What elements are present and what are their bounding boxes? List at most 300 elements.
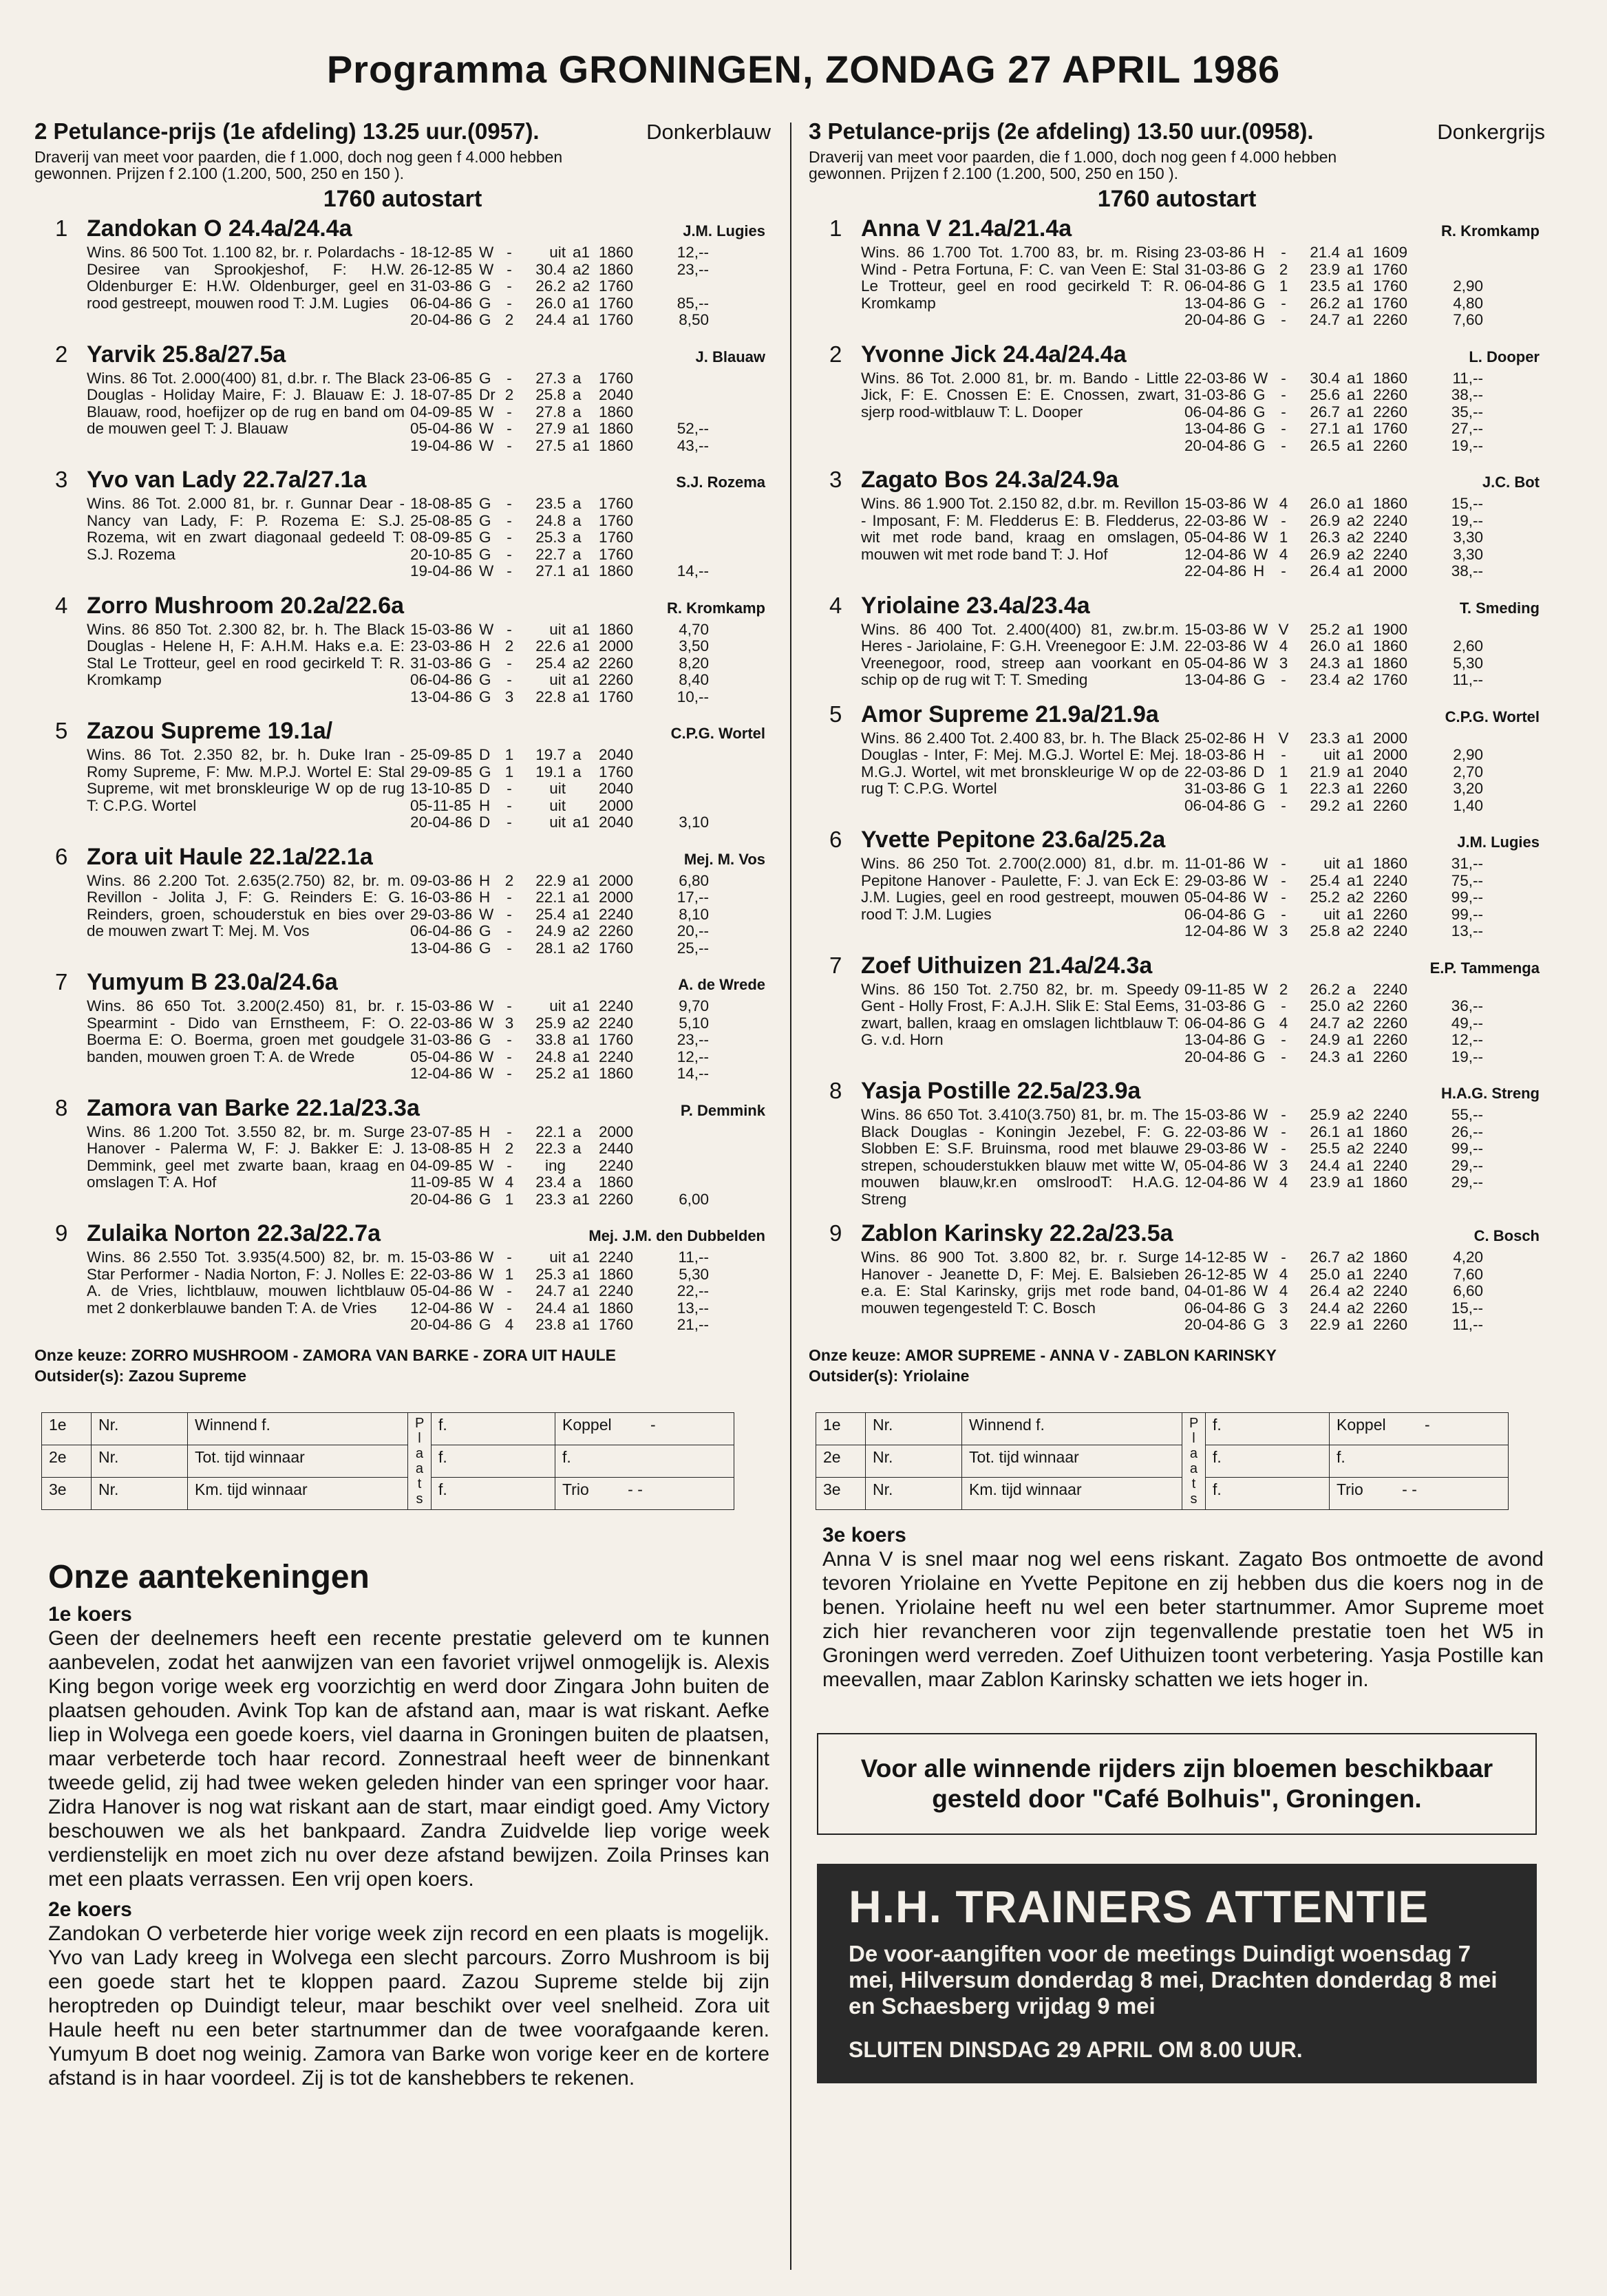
horse-info: Wins. 86 1.900 Tot. 2.150 82, d.br. m. Revillon - Imposant, F: M. Fledderus E: B. Fledderus, wit met rode band, kraag en omslagen, mouwen wit met rode band T: J. Hof bbox=[861, 495, 1179, 563]
horse-name: Amor Supreme 21.9a/21.9a bbox=[861, 701, 1159, 727]
horse-header bbox=[34, 215, 771, 244]
result-odds: 11,-- bbox=[1452, 1316, 1483, 1333]
horse-results bbox=[1179, 730, 1545, 815]
result-distance: 2440 bbox=[599, 1140, 634, 1157]
result-track: W bbox=[1253, 855, 1268, 872]
result-finish: 2 bbox=[504, 1140, 514, 1157]
result-start: a bbox=[573, 495, 582, 512]
horse-trainer: A. de Wrede bbox=[678, 976, 765, 993]
result-distance: 2240 bbox=[1373, 529, 1408, 546]
result-start: a2 bbox=[573, 939, 590, 957]
result-finish: - bbox=[1281, 420, 1286, 437]
result-odds: 11,-- bbox=[1452, 369, 1483, 387]
result-finish: 1 bbox=[1279, 529, 1288, 546]
result-time: 26.9 bbox=[1310, 511, 1340, 529]
horse-entry bbox=[34, 718, 771, 831]
trio-label: Trio bbox=[562, 1480, 589, 1498]
f-cell: f. bbox=[1205, 1445, 1329, 1477]
result-start: a1 bbox=[1347, 1048, 1365, 1065]
label-cell: Winnend f. bbox=[188, 1412, 408, 1445]
result-odds: 3,10 bbox=[679, 814, 709, 831]
result-time: 24.4 bbox=[1310, 1156, 1340, 1174]
result-track: G bbox=[479, 277, 491, 295]
horse-results bbox=[1179, 370, 1545, 455]
result-finish: - bbox=[1281, 1031, 1286, 1048]
result-date: 29-03-86 bbox=[1184, 871, 1247, 889]
result-distance: 1860 bbox=[599, 1265, 634, 1283]
result-odds bbox=[650, 747, 709, 764]
result-finish: - bbox=[1281, 671, 1286, 688]
result-row bbox=[405, 1124, 771, 1141]
horse-number: 2 bbox=[55, 341, 68, 367]
result-distance: 2240 bbox=[1373, 1282, 1408, 1299]
place-cell: 1e bbox=[42, 1412, 92, 1445]
result-distance: 1760 bbox=[599, 1031, 634, 1048]
result-start: a1 bbox=[573, 1248, 590, 1266]
result-date: 06-04-86 bbox=[410, 922, 473, 939]
result-date: 31-03-86 bbox=[1184, 386, 1247, 403]
result-start: a1 bbox=[573, 637, 590, 655]
result-distance: 1760 bbox=[599, 511, 634, 529]
result-date: 20-10-85 bbox=[410, 545, 473, 563]
result-finish: - bbox=[1281, 403, 1286, 421]
result-odds: 21,-- bbox=[677, 1316, 709, 1333]
result-row bbox=[1179, 546, 1545, 564]
result-track: G bbox=[1253, 436, 1266, 454]
result-row bbox=[1179, 747, 1545, 764]
label-cell: Km. tijd winnaar bbox=[188, 1477, 408, 1509]
horse-number: 1 bbox=[829, 215, 842, 241]
result-distance: 2240 bbox=[1373, 1265, 1408, 1283]
result-row bbox=[1179, 998, 1545, 1015]
result-row bbox=[405, 1140, 771, 1158]
result-odds: 6,80 bbox=[679, 871, 709, 889]
result-odds: 22,-- bbox=[677, 1282, 709, 1299]
result-distance: 2260 bbox=[599, 671, 634, 688]
result-start: a1 bbox=[1347, 403, 1365, 421]
result-date: 13-04-86 bbox=[1184, 420, 1247, 437]
result-finish: 1 bbox=[504, 1190, 514, 1208]
result-start: a bbox=[573, 746, 582, 763]
result-start: a1 bbox=[573, 1190, 590, 1208]
result-distance: 2260 bbox=[1373, 1048, 1408, 1065]
result-distance: 1760 bbox=[599, 545, 634, 563]
horse-header bbox=[809, 953, 1545, 981]
result-track: D bbox=[1253, 763, 1265, 780]
result-finish: 3 bbox=[1279, 1299, 1288, 1317]
horse-info: Wins. 86 2.550 Tot. 3.935(4.500) 82, br. m. Star Performer - Nadia Norton, F: J. Nolles E: A. de Vries, lichtblauw, mouwen lichtblauw met 2 donkerblauwe banden T: A. de Vries bbox=[87, 1248, 405, 1317]
result-row bbox=[1179, 1283, 1545, 1300]
result-row bbox=[1179, 1032, 1545, 1049]
result-date: 23-07-85 bbox=[410, 1123, 473, 1140]
result-odds: 12,-- bbox=[677, 244, 709, 261]
result-date: 18-08-85 bbox=[410, 495, 473, 512]
result-time: 25.2 bbox=[1310, 889, 1340, 906]
result-finish: - bbox=[1281, 1106, 1286, 1123]
result-row bbox=[405, 1283, 771, 1300]
result-odds: 19,-- bbox=[1451, 511, 1483, 529]
horse-trainer: Mej. M. Vos bbox=[683, 850, 765, 868]
nr-cell: Nr. bbox=[866, 1412, 962, 1445]
place-cell: 3e bbox=[816, 1477, 866, 1509]
result-odds: 8,40 bbox=[679, 671, 709, 688]
horse-body bbox=[809, 981, 1545, 1066]
result-start: a1 bbox=[1347, 495, 1365, 512]
result-time: 26.1 bbox=[1310, 1123, 1340, 1140]
result-date: 13-04-86 bbox=[410, 688, 473, 705]
result-time: 22.9 bbox=[1310, 1316, 1340, 1333]
result-start: a2 bbox=[1347, 922, 1365, 939]
result-track: G bbox=[479, 688, 491, 705]
horse-body bbox=[809, 621, 1545, 689]
result-distance: 1760 bbox=[1373, 671, 1408, 688]
dashes: - - bbox=[1402, 1480, 1417, 1498]
result-track: W bbox=[1253, 511, 1268, 529]
result-finish: 1 bbox=[504, 763, 514, 780]
result-track: H bbox=[479, 1123, 491, 1140]
dashes: - - bbox=[628, 1480, 643, 1498]
result-odds: 55,-- bbox=[1451, 1106, 1483, 1123]
result-odds: 5,30 bbox=[1453, 654, 1483, 672]
result-row bbox=[405, 940, 771, 957]
result-finish: 4 bbox=[1279, 1173, 1288, 1191]
horse-info: Wins. 86 650 Tot. 3.200(2.450) 81, br. r. Spearmint - Dido van Ernstheem, F: O. Boerma E: O. Boerma, groen met goudgele banden, mouwen groen T: A. de Wrede bbox=[87, 997, 405, 1065]
result-odds: 12,-- bbox=[677, 1048, 709, 1065]
result-row bbox=[1179, 262, 1545, 279]
result-start: a2 bbox=[1347, 1248, 1365, 1266]
result-finish: - bbox=[1281, 1248, 1286, 1266]
result-odds: 5,10 bbox=[679, 1014, 709, 1032]
result-track: D bbox=[479, 746, 491, 763]
result-time: uit bbox=[549, 997, 566, 1014]
result-odds: 23,-- bbox=[677, 1031, 709, 1048]
result-finish: - bbox=[1281, 746, 1286, 763]
result-start: a1 bbox=[1347, 260, 1365, 278]
result-row bbox=[405, 655, 771, 672]
result-time: 23.4 bbox=[535, 1173, 566, 1191]
outsiders: Outsider(s): Zazou Supreme bbox=[34, 1366, 246, 1385]
result-start: a bbox=[573, 1173, 582, 1191]
result-start: a1 bbox=[1347, 244, 1365, 261]
result-table bbox=[816, 1412, 1509, 1510]
plaats-cell: P l a a t s bbox=[408, 1412, 432, 1509]
horse-entry bbox=[809, 827, 1545, 940]
horse-number: 6 bbox=[55, 843, 68, 869]
result-row bbox=[405, 370, 771, 387]
result-track: G bbox=[1253, 311, 1266, 328]
result-row bbox=[1179, 780, 1545, 798]
result-row bbox=[405, 563, 771, 580]
result-finish: - bbox=[507, 671, 512, 688]
result-odds: 7,60 bbox=[1453, 311, 1483, 328]
result-start: a1 bbox=[1347, 420, 1365, 437]
result-row bbox=[405, 513, 771, 530]
result-finish: - bbox=[507, 922, 512, 939]
horse-body bbox=[34, 873, 771, 957]
race-header bbox=[809, 118, 1545, 145]
result-track: W bbox=[1253, 1123, 1268, 1140]
result-start: a1 bbox=[573, 620, 590, 638]
result-start bbox=[573, 780, 599, 798]
result-time: ing bbox=[544, 1156, 566, 1174]
result-odds: 38,-- bbox=[1451, 386, 1483, 403]
result-distance: 2040 bbox=[599, 386, 634, 403]
result-start: a1 bbox=[1347, 620, 1365, 638]
horse-entry bbox=[34, 593, 771, 706]
result-distance: 1860 bbox=[1373, 1123, 1408, 1140]
koppel-cell bbox=[555, 1412, 734, 1445]
horse-body bbox=[34, 244, 771, 329]
result-distance: 2000 bbox=[599, 637, 634, 655]
result-start: a2 bbox=[1347, 1106, 1365, 1123]
result-distance: 1860 bbox=[1373, 1173, 1408, 1191]
result-distance: 1760 bbox=[599, 369, 634, 387]
result-row bbox=[405, 764, 771, 781]
result-finish: - bbox=[1281, 905, 1286, 923]
result-odds: 38,-- bbox=[1451, 562, 1483, 580]
race-color: Donkergrijs bbox=[1437, 120, 1545, 144]
flowers-box: Voor alle winnende rijders zijn bloemen beschikbaar gesteld door "Café Bolhuis", Groningen. bbox=[817, 1733, 1537, 1835]
result-row bbox=[1179, 1107, 1545, 1124]
horse-body bbox=[34, 496, 771, 580]
horse-entry bbox=[34, 467, 771, 580]
result-time: uit bbox=[549, 620, 566, 638]
horse-name: Zorro Mushroom 20.2a/22.6a bbox=[87, 592, 405, 619]
result-track: W bbox=[1253, 1248, 1268, 1266]
race-distance: 1760 autostart bbox=[323, 186, 482, 212]
result-row bbox=[405, 529, 771, 546]
result-distance: 2260 bbox=[599, 1190, 634, 1208]
horse-header bbox=[809, 701, 1545, 730]
race-header bbox=[34, 118, 771, 145]
horse-number: 3 bbox=[829, 467, 842, 492]
result-start: a1 bbox=[573, 1065, 590, 1082]
result-track: G bbox=[479, 294, 491, 312]
result-time: 25.3 bbox=[535, 1265, 566, 1283]
horse-entry bbox=[809, 593, 1545, 689]
horse-body bbox=[809, 855, 1545, 940]
result-row bbox=[1179, 855, 1545, 873]
result-distance: 2000 bbox=[599, 889, 634, 906]
result-track: W bbox=[479, 1065, 494, 1082]
horse-body bbox=[809, 244, 1545, 329]
result-distance: 1760 bbox=[599, 763, 634, 780]
result-row bbox=[405, 873, 771, 890]
result-odds: 2,60 bbox=[1453, 637, 1483, 655]
result-date: 15-03-86 bbox=[1184, 620, 1247, 638]
result-track: G bbox=[1253, 1048, 1266, 1065]
horse-trainer: C.P.G. Wortel bbox=[1445, 708, 1540, 725]
result-track: W bbox=[479, 1156, 494, 1174]
horse-info: Wins. 86 Tot. 2.000(400) 81, d.br. r. The Black Douglas - Holiday Maire, F: J. Blauaw E: J. Blauaw, rood, hoefijzer op de rug en band om de mouwen geel T: J. Blauaw bbox=[87, 369, 405, 437]
nr-cell: Nr. bbox=[866, 1445, 962, 1477]
result-distance: 2240 bbox=[1373, 1140, 1408, 1157]
horse-number: 3 bbox=[55, 467, 68, 492]
result-start: a1 bbox=[573, 436, 590, 454]
horse-info: Wins. 86 2.400 Tot. 2.400 83, br. h. The Black Douglas - Inter, F: Mej. M.G.J. Wortel E: Mej. M.G.J. Wortel, wit met bronskleurige W op de rug T: C.P.G. Wortel bbox=[861, 729, 1179, 797]
result-date: 31-03-86 bbox=[1184, 260, 1247, 278]
result-start: a1 bbox=[1347, 654, 1365, 672]
plaats-cell: P l a a t s bbox=[1182, 1412, 1206, 1509]
result-distance: 1760 bbox=[599, 939, 634, 957]
result-finish: - bbox=[1281, 386, 1286, 403]
result-odds bbox=[650, 764, 709, 781]
result-time: 24.9 bbox=[1310, 1031, 1340, 1048]
result-track: G bbox=[479, 529, 491, 546]
result-date: 19-04-86 bbox=[410, 436, 473, 454]
result-time: 29.2 bbox=[1310, 796, 1340, 814]
result-row bbox=[1179, 889, 1545, 906]
result-finish: - bbox=[1281, 1140, 1286, 1157]
result-date: 18-03-86 bbox=[1184, 746, 1247, 763]
result-odds: 14,-- bbox=[677, 1065, 709, 1082]
result-distance: 2240 bbox=[1373, 980, 1408, 998]
result-track: G bbox=[1253, 1031, 1266, 1048]
horse-trainer: L. Dooper bbox=[1469, 348, 1540, 365]
dash: - bbox=[1425, 1415, 1430, 1434]
result-date: 16-03-86 bbox=[410, 889, 473, 906]
result-track: W bbox=[1253, 980, 1268, 998]
result-date: 04-09-85 bbox=[410, 403, 473, 421]
horse-entry bbox=[34, 844, 771, 957]
result-odds bbox=[1424, 621, 1483, 639]
result-finish: - bbox=[507, 1156, 512, 1174]
result-finish: - bbox=[507, 796, 512, 814]
result-finish: 4 bbox=[1279, 1282, 1288, 1299]
result-date: 13-04-86 bbox=[1184, 1031, 1247, 1048]
result-start: a1 bbox=[1347, 294, 1365, 312]
result-row bbox=[405, 546, 771, 564]
horse-header bbox=[34, 969, 771, 998]
f-cell: f. bbox=[555, 1445, 734, 1477]
result-distance: 2260 bbox=[1373, 889, 1408, 906]
result-odds: 27,-- bbox=[1451, 420, 1483, 437]
result-finish: - bbox=[507, 244, 512, 261]
result-start: a1 bbox=[1347, 729, 1365, 747]
result-finish: - bbox=[507, 495, 512, 512]
result-odds bbox=[650, 546, 709, 564]
result-track: G bbox=[1253, 1316, 1266, 1333]
result-finish: - bbox=[507, 780, 512, 797]
result-odds: 6,00 bbox=[679, 1190, 709, 1208]
result-track: G bbox=[479, 495, 491, 512]
result-finish: - bbox=[507, 562, 512, 580]
result-time: 25.9 bbox=[1310, 1106, 1340, 1123]
result-row bbox=[1179, 563, 1545, 580]
result-row bbox=[1179, 672, 1545, 689]
result-track: W bbox=[1253, 922, 1268, 939]
result-row bbox=[405, 1249, 771, 1266]
result-time: uit bbox=[549, 796, 566, 814]
result-start: a bbox=[1347, 980, 1356, 998]
outsiders: Outsider(s): Yriolaine bbox=[809, 1366, 970, 1385]
result-odds: 26,-- bbox=[1451, 1123, 1483, 1140]
result-start: a1 bbox=[1347, 311, 1365, 328]
result-odds bbox=[650, 798, 709, 815]
result-finish: - bbox=[507, 1248, 512, 1266]
horse-name: Zora uit Haule 22.1a/22.1a bbox=[87, 843, 373, 870]
result-track: W bbox=[1253, 654, 1268, 672]
result-track: G bbox=[1253, 780, 1266, 797]
result-distance: 2260 bbox=[599, 922, 634, 939]
result-row bbox=[1179, 798, 1545, 815]
trio-cell bbox=[555, 1477, 734, 1509]
result-date: 29-03-86 bbox=[1184, 1140, 1247, 1157]
result-track: W bbox=[479, 260, 494, 278]
result-time: uit bbox=[1323, 855, 1340, 872]
result-start: a2 bbox=[1347, 1014, 1365, 1032]
result-distance: 1860 bbox=[599, 436, 634, 454]
result-finish: - bbox=[1281, 511, 1286, 529]
result-distance: 2260 bbox=[1373, 436, 1408, 454]
result-distance: 1860 bbox=[1373, 637, 1408, 655]
result-date: 20-04-86 bbox=[1184, 1316, 1247, 1333]
result-date: 15-03-86 bbox=[410, 997, 473, 1014]
result-row bbox=[405, 1015, 771, 1032]
result-row bbox=[1179, 764, 1545, 781]
result-start: a1 bbox=[573, 1299, 590, 1317]
result-track: W bbox=[1253, 1140, 1268, 1157]
horse-name: Zazou Supreme 19.1a/ bbox=[87, 718, 333, 744]
result-finish: - bbox=[507, 436, 512, 454]
result-finish: - bbox=[1281, 311, 1286, 328]
horse-body bbox=[34, 998, 771, 1083]
result-row bbox=[405, 798, 771, 815]
result-time: 27.5 bbox=[535, 436, 566, 454]
result-odds: 75,-- bbox=[1451, 871, 1483, 889]
result-start: a2 bbox=[1347, 511, 1365, 529]
result-track: W bbox=[1253, 637, 1268, 655]
result-row bbox=[405, 1266, 771, 1284]
result-odds: 5,30 bbox=[679, 1265, 709, 1283]
result-start: a1 bbox=[573, 889, 590, 906]
race-2-column bbox=[34, 118, 771, 2293]
result-start: a1 bbox=[573, 294, 590, 312]
result-distance: 1860 bbox=[1373, 1248, 1408, 1266]
result-distance: 2260 bbox=[1373, 997, 1408, 1014]
result-odds bbox=[650, 278, 709, 295]
result-date: 09-11-85 bbox=[1184, 980, 1246, 998]
horse-info: Wins. 86 2.200 Tot. 2.635(2.750) 82, br. m. Revillon - Jolita J, F: G. Reinders E: G. Reinders, groen, schouderstuk en bies over de mouwen zwart T: Mej. M. Vos bbox=[87, 871, 405, 939]
result-finish: - bbox=[507, 620, 512, 638]
horse-info: Wins. 86 1.200 Tot. 3.550 82, br. m. Surge Hanover - Palerma W, F: J. Bakker E: J. Demmink, geel met zwarte baan, kraag en omslagen T: A. Hof bbox=[87, 1123, 405, 1191]
result-time: 25.8 bbox=[535, 386, 566, 403]
result-odds: 13,-- bbox=[1451, 922, 1483, 939]
result-row bbox=[405, 1049, 771, 1066]
result-start: a1 bbox=[1347, 871, 1365, 889]
result-start: a bbox=[573, 369, 582, 387]
result-start: a2 bbox=[1347, 671, 1365, 688]
horse-entry bbox=[809, 1220, 1545, 1334]
result-distance: 2260 bbox=[1373, 311, 1408, 328]
result-distance: 1760 bbox=[1373, 277, 1408, 295]
result-track: H bbox=[479, 871, 491, 889]
result-time: 30.4 bbox=[1310, 369, 1340, 387]
result-finish: 3 bbox=[504, 688, 514, 705]
f-cell: f. bbox=[431, 1477, 555, 1509]
result-distance: 1760 bbox=[599, 277, 634, 295]
result-track: G bbox=[1253, 403, 1266, 421]
horse-number: 5 bbox=[55, 718, 68, 743]
result-date: 05-04-86 bbox=[1184, 889, 1247, 906]
result-time: 27.1 bbox=[1310, 420, 1340, 437]
result-finish: 4 bbox=[1279, 495, 1288, 512]
horse-body bbox=[34, 370, 771, 455]
result-row bbox=[405, 496, 771, 513]
horse-entry bbox=[809, 953, 1545, 1066]
horse-name: Zamora van Barke 22.1a/23.3a bbox=[87, 1094, 420, 1121]
result-odds bbox=[650, 1174, 709, 1191]
